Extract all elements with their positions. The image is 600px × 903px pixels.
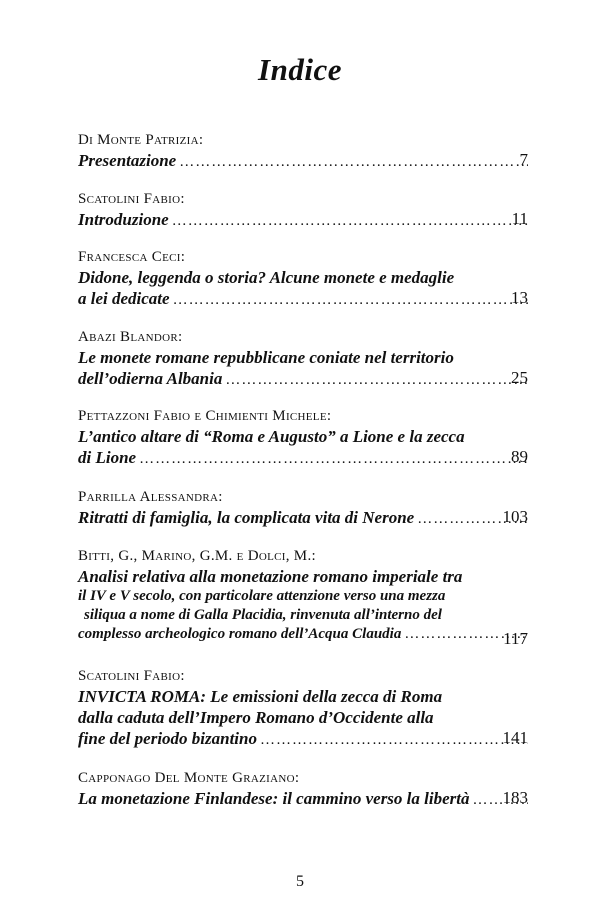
toc-title-text: Introduzione [78, 210, 169, 229]
toc-author: Abazi Blandor: [78, 329, 183, 345]
toc-title-line: Analisi relativa alla monetazione romano imperiale tra [78, 567, 463, 586]
toc-title-text: La monetazione Finlandese: il cammino verso la libertà [78, 789, 470, 808]
toc-author: Capponago Del Monte Graziano: [78, 770, 300, 786]
toc-page-number: 7 [519, 150, 528, 169]
toc-title-line: Le monete romane repubblicane coniate nel territorio [78, 348, 454, 367]
toc-page-number: 25 [511, 368, 528, 387]
toc-author: Scatolini Fabio: [78, 668, 185, 684]
toc-entry [78, 327, 528, 391]
toc-title-line [78, 507, 528, 530]
toc-page-number: 117 [503, 629, 528, 648]
toc-author: Di Monte Patrizia: [78, 132, 204, 148]
toc-title-text: fine del periodo bizantino [78, 729, 257, 748]
dot-leader [172, 211, 528, 232]
toc-title-text: Ritratti di famiglia, la complicata vita di Nerone [78, 508, 415, 527]
toc-author: Parrilla Alessandra: [78, 489, 223, 505]
toc-page-number: 103 [502, 507, 528, 526]
dot-leader [179, 152, 528, 173]
toc-page-number: 89 [511, 447, 528, 466]
toc-entry [78, 130, 528, 173]
toc-title-line [78, 728, 528, 751]
toc-title-text: Presentazione [78, 151, 177, 170]
toc-title-line [78, 368, 528, 391]
toc-title-line [78, 150, 528, 173]
toc-title-line: il IV e V secolo, con particolare attenzione verso una mezza [78, 588, 446, 604]
toc-entry [78, 768, 528, 811]
page-title: Indice [258, 52, 342, 87]
toc-page-number: 11 [511, 209, 528, 228]
toc-title-line: Didone, leggenda o storia? Alcune monete e medaglie [78, 268, 455, 287]
toc-title-text: a lei dedicate [78, 289, 170, 308]
toc-title-text: di Lione [78, 448, 137, 467]
toc-entry [78, 546, 528, 644]
toc-title-line [78, 447, 528, 470]
toc-entry [78, 247, 528, 311]
toc-title-text: complesso archeologico romano dell’Acqua Claudia [78, 626, 402, 642]
page-number: 5 [296, 873, 304, 890]
toc-author: Scatolini Fabio: [78, 191, 185, 207]
toc-author: Bitti, G., Marino, G.M. e Dolci, M.: [78, 548, 316, 564]
toc-title-line: INVICTA ROMA: Le emissioni della zecca di Roma [78, 687, 443, 706]
toc-page-number: 183 [502, 788, 528, 807]
toc-entry [78, 487, 528, 530]
toc-entry [78, 666, 528, 751]
toc-entry [78, 406, 528, 470]
dot-leader [139, 449, 528, 470]
toc-author: Francesca Ceci: [78, 249, 186, 265]
toc-title-line: L’antico altare di “Roma e Augusto” a Lione e la zecca [78, 427, 465, 446]
toc-title-line [78, 209, 528, 232]
toc-title-line: siliqua a nome di Galla Placidia, rinvenuta all’interno del [84, 607, 442, 623]
dot-leader [173, 290, 528, 311]
toc-title-line: dalla caduta dell’Impero Romano d’Occidente alla [78, 708, 434, 727]
toc-title-line [78, 288, 528, 311]
toc-entry [78, 189, 528, 232]
toc-title-line [78, 788, 528, 811]
toc-page-number: 141 [502, 728, 528, 747]
toc-author: Pettazzoni Fabio e Chimienti Michele: [78, 408, 332, 424]
toc-title-line [78, 625, 528, 644]
toc-page-number: 13 [511, 288, 528, 307]
toc-title-text: dell’odierna Albania [78, 369, 223, 388]
